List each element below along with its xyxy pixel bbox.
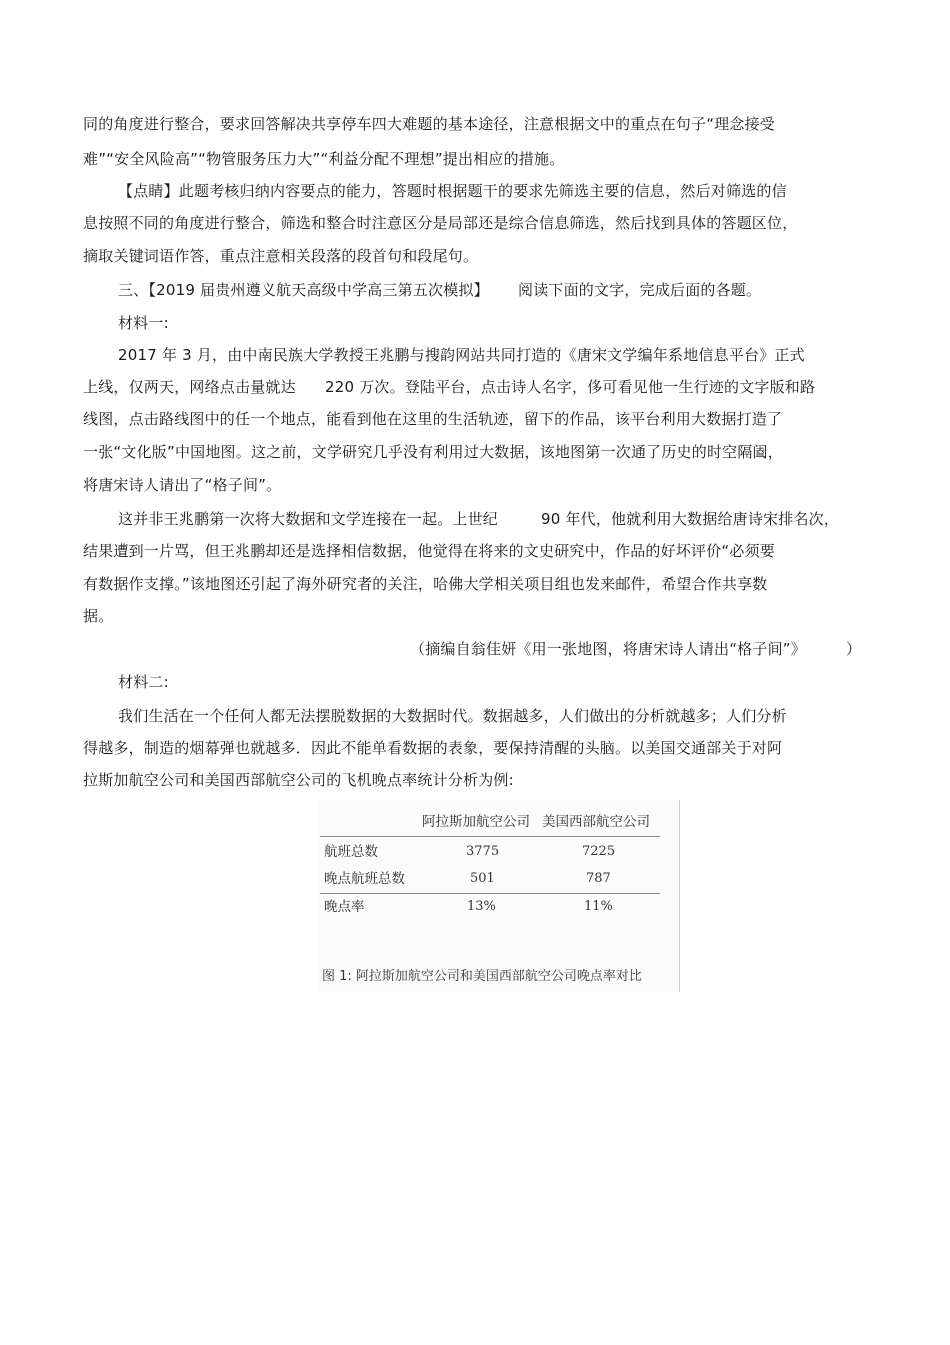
material-label: 材料一: (118, 314, 169, 332)
section-instruction: 阅读下面的文字，完成后面的各题。 (518, 281, 762, 299)
table-cell: 501 (470, 871, 495, 886)
text-line: 220 万次。登陆平台，点击诗人名字，侈可看见他一生行迹的文字版和路 (325, 378, 816, 396)
text-line: 线图，点击路线图中的任一个地点，能看到他在这里的生活轨迹，留下的作品，该平台利用大数据打造了 (83, 410, 783, 428)
table-row-label: 晚点率 (324, 899, 365, 915)
text-line: 这并非王兆鹏第一次将大数据和文学连接在一起。上世纪 (118, 510, 499, 528)
text-line: 我们生活在一个任何人都无法摆脱数据的大数据时代。数据越多，人们做出的分析就越多；人们分析 (118, 707, 787, 725)
table-header: 美国西部航空公司 (542, 814, 650, 830)
text-line: 有数据作支撑。”该地图还引起了海外研究者的关注，哈佛大学相关项目组也发来邮件，希望合作共享数 (83, 575, 768, 593)
table-cell: 11% (584, 899, 613, 914)
material-label: 材料二: (118, 673, 169, 691)
text-line: 同的角度进行整合，要求回答解决共享停车四大难题的基本途径，注意根据文中的重点在句子“理念接受 (83, 115, 775, 133)
text-line: 结果遭到一片骂，但王兆鹏却还是选择相信数据，他觉得在将来的文史研究中，作品的好坏评价“必须要 (83, 542, 775, 560)
table-cell: 3775 (466, 844, 500, 859)
table-rule (320, 836, 660, 837)
text-line: 将唐宋诗人请出了“格子间”。 (83, 476, 282, 494)
table-rule (320, 893, 660, 894)
table-row-label: 航班总数 (324, 844, 378, 860)
text-line: 据。 (83, 607, 114, 625)
table-row-label: 晚点航班总数 (324, 871, 405, 887)
text-line: 得越多，制造的烟幕弹也就越多．因此不能单看数据的表象，要保持清醒的头脑。以美国交通部关于对阿 (83, 739, 783, 757)
figure-caption: 图 1: 阿拉斯加航空公司和美国西部航空公司晚点率对比 (322, 969, 642, 984)
figure-table-image (318, 800, 680, 992)
text-line: 上线，仅两天，网络点击量就达 (83, 378, 296, 396)
text-line: 90 年代，他就利用大数据给唐诗宋排名次， (541, 510, 840, 528)
text-line: 【点睛】此题考核归纳内容要点的能力，答题时根据题干的要求先筛选主要的信息，然后对筛选的信 (118, 182, 787, 200)
text-line: 2017 年 3 月，由中南民族大学教授王兆鹏与搜韵网站共同打造的《唐宋文学编年系地信息平台》正式 (118, 346, 805, 364)
text-line: 摘取关键词语作答，重点注意相关段落的段首句和段尾句。 (83, 247, 479, 265)
table-cell: 13% (467, 899, 496, 914)
source-citation-close: ） (846, 640, 862, 658)
table-cell: 787 (586, 871, 611, 886)
text-line: 难”“安全风险高”“物管服务压力大”“利益分配不理想”提出相应的措施。 (83, 150, 565, 168)
text-line: 息按照不同的角度进行整合，筛选和整合时注意区分是局部还是综合信息筛选，然后找到具体的答题区位， (83, 214, 798, 232)
table-cell: 7225 (582, 844, 616, 859)
section-heading: 三、【2019 届贵州遵义航天高级中学高三第五次模拟】 (118, 281, 489, 299)
text-line: 一张“文化版”中国地图。这之前，文学研究几乎没有利用过大数据，该地图第一次通了历史的时空隔阖， (83, 443, 783, 461)
text-line: 拉斯加航空公司和美国西部航空公司的飞机晚点率统计分析为例: (83, 771, 514, 789)
source-citation: （摘编自翁佳妍《用一张地图，将唐宋诗人请出“格子间”》 (410, 640, 806, 658)
table-header: 阿拉斯加航空公司 (422, 814, 530, 830)
